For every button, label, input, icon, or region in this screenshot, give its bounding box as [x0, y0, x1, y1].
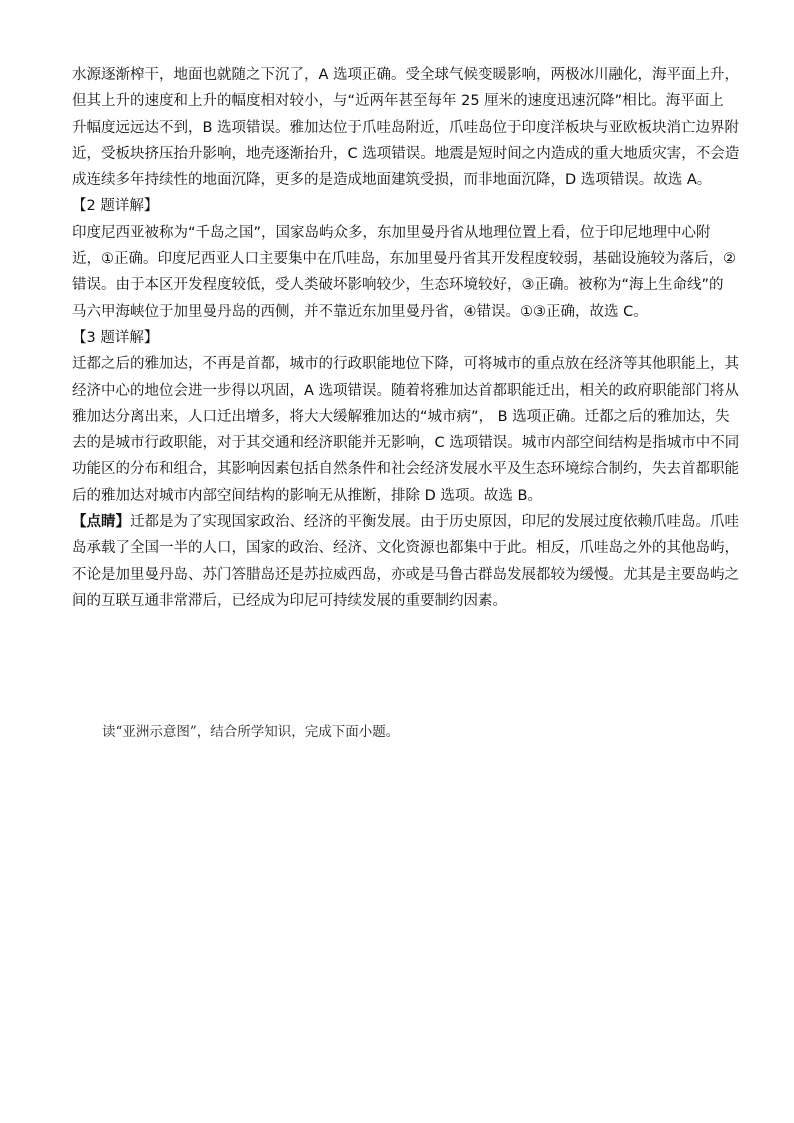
text-line: 马六甲海峡位于加里曼丹岛的西侧，并不靠近东加里曼丹省，④错误。①③正确，故选 C。 — [72, 303, 648, 320]
text-line: 近，①正确。印度尼西亚人口主要集中在爪哇岛，东加里曼丹省其开发程度较弱，基础设施较为落后，② — [72, 251, 736, 268]
answer-paragraph-1 — [72, 62, 740, 193]
text-line: 去的是城市行政职能，对于其交通和经济职能并无影响，C 选项错误。城市内部空间结构是指城市中不同 — [72, 435, 740, 452]
text-line: 印度尼西亚被称为“千岛之国”，国家岛屿众多，东加里曼丹省从地理位置上看，位于印尼地理中心附 — [72, 224, 711, 241]
text-line: 不论是加里曼丹岛、苏门答腊岛还是苏拉威西岛，亦或是马鲁古群岛发展都较为缓慢。尤其是主要岛屿之 — [72, 566, 739, 583]
text-line: 岛承载了全国一半的人口，国家的政治、经济、文化资源也都集中于此。相反，爪哇岛之外的其他岛屿， — [72, 540, 739, 557]
document-body — [72, 62, 740, 614]
answer-paragraph-2 — [72, 220, 736, 325]
text-line: 成连续多年持续性的地面沉降，更多的是造成地面建筑受损，而非地面沉降，D 选项错误。故选 A。 — [72, 172, 712, 189]
note-text: 迁都是为了实现国家政治、经济的平衡发展。由于历史原因，印尼的发展过度依赖爪哇岛。爪哇 — [130, 514, 739, 531]
text-line: 功能区的分布和组合，其影响因素包括自然条件和社会经济发展水平及生态环境综合制约，失去首都职能 — [72, 461, 739, 478]
text-line: 后的雅加达对城市内部空间结构的影响无从推断，排除 D 选项。故选 B。 — [72, 487, 542, 504]
text-line: 错误。由于本区开发程度较低，受人类破坏影响较少，生态环境较好，③正确。被称为“海上生命线”的 — [72, 277, 724, 294]
section-heading-q3: 【3 题详解】 — [72, 329, 159, 346]
key-point-note — [72, 509, 739, 614]
text-line: 迁都之后的雅加达，不再是首都，城市的行政职能地位下降，可将城市的重点放在经济等其他职能上，其 — [72, 356, 739, 373]
text-line: 雅加达分离出来，人口迁出增多，将大大缓解雅加达的“城市病”， B 选项正确。迁都之后的雅加达，失 — [72, 408, 730, 425]
text-line: 升幅度远远达不到，B 选项错误。雅加达位于爪哇岛附近，爪哇岛位于印度洋板块与亚欧板块消亡边界附 — [72, 119, 740, 136]
note-label: 【点睛】 — [72, 514, 130, 531]
text-line: 间的互联互通非常滞后，已经成为印尼可持续发展的重要制约因素。 — [72, 592, 507, 609]
text-line: 但其上升的速度和上升的幅度相对较小，与“近两年甚至每年 25 厘米的速度迅速沉降”相比。海平面上 — [72, 93, 724, 110]
text-line: 水源逐渐榨干，地面也就随之下沉了，A 选项正确。受全球气候变暖影响，两极冰川融化，海平面上升， — [72, 67, 740, 83]
section-heading-q2: 【2 题详解】 — [72, 198, 159, 215]
text-line: 近，受板块挤压抬升影响，地壳逐渐抬升，C 选项错误。地震是短时间之内造成的重大地质灾害，不会造 — [72, 145, 740, 162]
answer-paragraph-3 — [72, 351, 740, 509]
text-line: 经济中心的地位会进一步得以巩固，A 选项错误。随着将雅加达首都职能迁出，相关的政府职能部门将从 — [72, 382, 740, 399]
task-prompt: 读“亚洲示意图”，结合所学知识，完成下面小题。 — [102, 724, 400, 740]
text-line — [72, 509, 739, 535]
